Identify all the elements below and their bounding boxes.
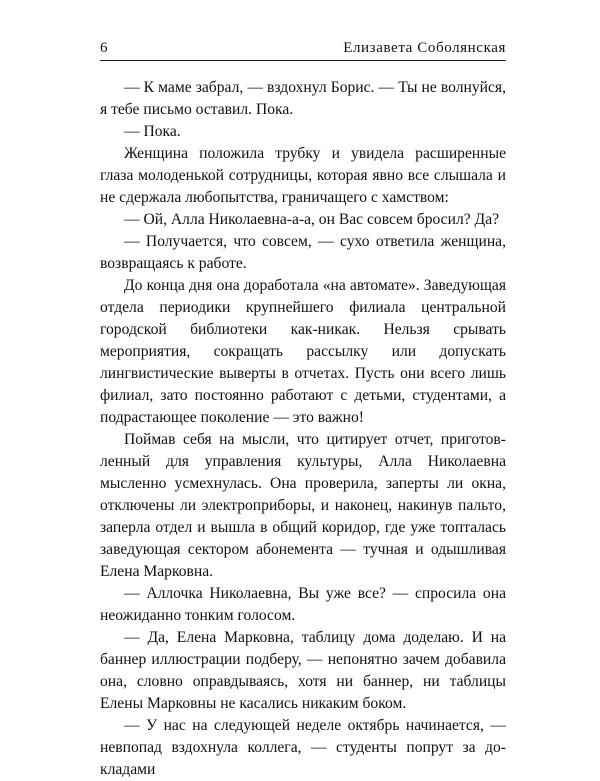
body-text <box>100 77 506 781</box>
paragraph: — К маме забрал, — вздохнул Борис. — Ты не волнуйся, я тебе письмо оставил. Пока. <box>100 79 506 118</box>
paragraph: — Ой, Алла Николаевна-а-а, он Вас совсем бросил? Да? <box>124 211 500 228</box>
paragraph: Женщина положила трубку и увидела расширенные глаза молоденькой сотрудницы, которая явно все слышала и не сдержала любопытства, граничащего с хамством: <box>100 145 506 206</box>
page-number: 6 <box>100 40 108 56</box>
paragraph: До конца дня она доработала «на автомате». Заведующая отдела периодики крупнейшего филиала центральной городской библиотеки как-никак. Нельзя срывать мероприятия, сокращать рассылку или допускать лингвистические выверты в отчетах. Пусть они всего лишь филиал, зато постоянно работают с детьми, студентами, а подрастающее поколение — это важно! <box>100 277 506 426</box>
book-page <box>100 40 506 781</box>
running-head-author: Елизавета Соболянская <box>343 40 506 56</box>
paragraph: — Аллочка Николаевна, Вы уже все? — спросила она неожиданно тонким голосом. <box>100 585 506 624</box>
paragraph: Поймав себя на мысли, что цитирует отчет, приготовленный для управления культуры, Алла Николаевна мысленно усмехнулась. Она проверила, заперты ли окна, отключены ли электроприборы, и наконец, накинув пальто, заперла отдел и вышла в общий коридор, где уже топталась заведующая сектором абонемента — тучная и одышливая Елена Марковна. <box>100 431 506 580</box>
paragraph: — Получается, что совсем, — сухо ответила женщина, возвращаясь к работе. <box>100 233 506 272</box>
paragraph: — Да, Елена Марковна, таблицу дома доделаю. И на баннер иллюстрации подберу, — непонятно зачем добавила она, словно оправдываясь, хотя ни баннер, ни таблицы Елены Марковны не касались никаким боком. <box>100 629 506 712</box>
paragraph: — У нас на следующей неделе октябрь начинается, — невпопад вздохнула коллега, — студенты попрут за докладами <box>100 717 506 778</box>
running-header <box>100 40 506 61</box>
paragraph: — Пока. <box>124 123 181 140</box>
